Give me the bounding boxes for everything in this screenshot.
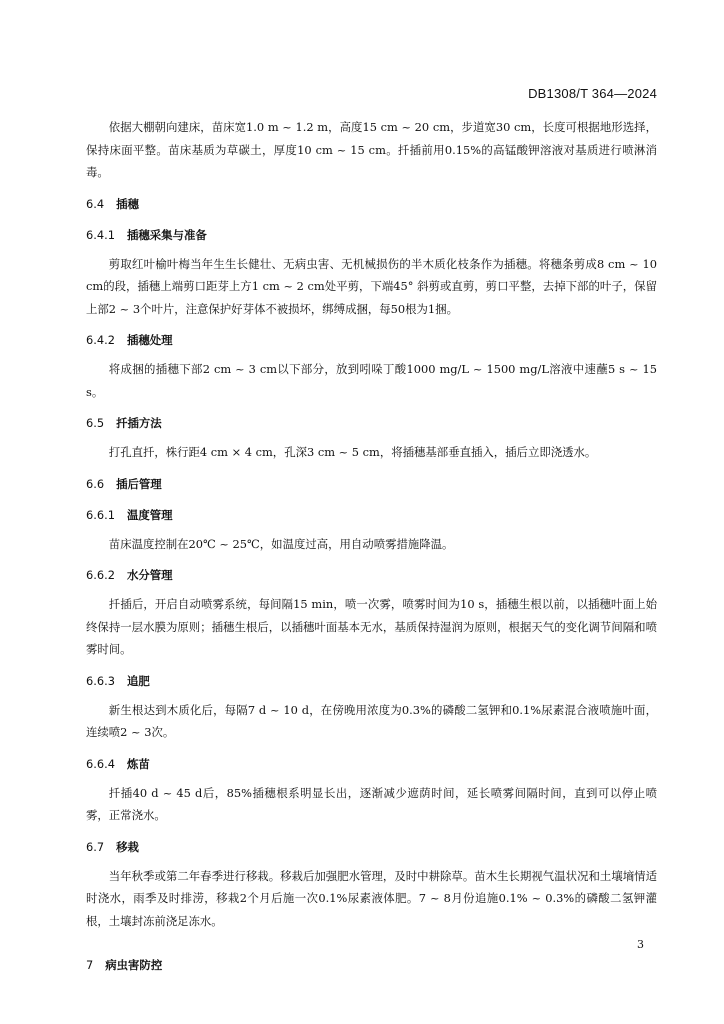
section-heading-6-7 — [86, 836, 657, 858]
section-title: 插穗 — [116, 196, 139, 211]
section-title: 炼苗 — [126, 756, 150, 771]
section-heading-7 — [86, 954, 657, 976]
section-title: 扦插方法 — [116, 416, 162, 430]
section-title: 病虫害防控 — [105, 958, 163, 972]
section-title: 移栽 — [116, 839, 139, 854]
section-title: 温度管理 — [126, 507, 173, 522]
section-heading-6-4-1 — [86, 224, 657, 246]
section-number: 6.4.1 — [86, 227, 115, 242]
section-heading-6-6-1 — [86, 504, 657, 526]
section-number: 6.6 — [86, 476, 105, 491]
section-heading-6-6-3 — [86, 670, 657, 692]
section-heading-6-6-2 — [86, 564, 657, 586]
section-title: 追肥 — [126, 673, 150, 688]
section-paragraph-6-4-1: 剪取红叶榆叶梅当年生生长健壮、无病虫害、无机械损伤的半木质化枝条作为插穗。将穗条剪成8 cm ~ 10 cm的段，插穗上端剪口距芽上方1 cm ~ 2 cm处平剪，下端45° 斜剪或直剪，剪口平整，去掉下部的叶子，保留上部2 ~ 3个叶片，注意保护好芽体不被损坏，绑缚成捆，每50根为1捆。 — [86, 256, 657, 316]
section-heading-6-6-4 — [86, 753, 657, 775]
section-title: 插穗采集与准备 — [126, 227, 207, 242]
section-number: 6.4 — [86, 196, 105, 211]
section-paragraph-6-6-1: 苗床温度控制在20℃ ~ 25℃，如温度过高，用自动喷雾措施降温。 — [108, 536, 454, 551]
section-number: 6.6.3 — [86, 673, 115, 688]
document-body — [86, 116, 657, 976]
section-paragraph-6-6-4: 扦插40 d ~ 45 d后，85%插穗根系明显长出，逐渐减少遮荫时间，延长喷雾间隔时间，直到可以停止喷雾，正常浇水。 — [86, 785, 657, 822]
section-heading-6-4-2 — [86, 329, 657, 351]
section-heading-6-4 — [86, 193, 657, 215]
document-code: DB1308/T 364—2024 — [528, 86, 657, 101]
section-number: 6.4.2 — [86, 333, 115, 347]
section-number: 6.6.2 — [86, 568, 115, 582]
section-paragraph-6-4-2: 将成捆的插穗下部2 cm ~ 3 cm以下部分，放到吲哚丁酸1000 mg/L ~ 1500 mg/L溶液中速蘸5 s ~ 15 s。 — [86, 362, 657, 399]
section-paragraph-6-7: 当年秋季或第二年春季进行移栽。移栽后加强肥水管理，及时中耕除草。苗木生长期视气温状况和土壤墒情适时浇水，雨季及时排涝，移栽2个月后施一次0.1%尿素液体肥。7 ~ 8月份追施0.1% ~ 0.3%的磷酸二氢钾灌根，土壤封冻前浇足冻水。 — [86, 868, 657, 928]
section-heading-6-5 — [86, 412, 657, 434]
section-title: 插后管理 — [116, 476, 162, 491]
section-number: 7 — [86, 958, 94, 972]
section-paragraph-6-6-3: 新生根达到木质化后，每隔7 d ~ 10 d，在傍晚用浓度为0.3%的磷酸二氢钾和0.1%尿素混合液喷施叶面，连续喷2 ~ 3次。 — [86, 702, 657, 739]
page-number: 3 — [637, 938, 644, 951]
section-number: 6.7 — [86, 839, 105, 854]
section-title: 插穗处理 — [126, 333, 173, 347]
intro-paragraph: 依据大棚朝向建床，苗床宽1.0 m ~ 1.2 m，高度15 cm ~ 20 cm，步道宽30 cm，长度可根据地形选择，保持床面平整。苗床基质为草碳土，厚度10 cm ~ 15 cm。扦插前用0.15%的高锰酸钾溶液对基质进行喷淋消毒。 — [86, 120, 657, 179]
section-title: 水分管理 — [126, 568, 173, 582]
section-number: 6.6.4 — [86, 756, 115, 771]
section-paragraph-6-5: 打孔直扦，株行距4 cm × 4 cm，孔深3 cm ~ 5 cm，将插穗基部垂直插入，插后立即浇透水。 — [108, 445, 597, 459]
section-number: 6.6.1 — [86, 507, 115, 522]
section-number: 6.5 — [86, 416, 105, 430]
section-heading-6-6 — [86, 473, 657, 495]
section-paragraph-6-6-2: 扦插后，开启自动喷雾系统，每间隔15 min，喷一次雾，喷雾时间为10 s，插穗生根以前，以插穗叶面上始终保持一层水膜为原则；插穗生根后，以插穗叶面基本无水，基质保持湿润为原则，根据天气的变化调节间隔和喷雾时间。 — [86, 597, 657, 656]
